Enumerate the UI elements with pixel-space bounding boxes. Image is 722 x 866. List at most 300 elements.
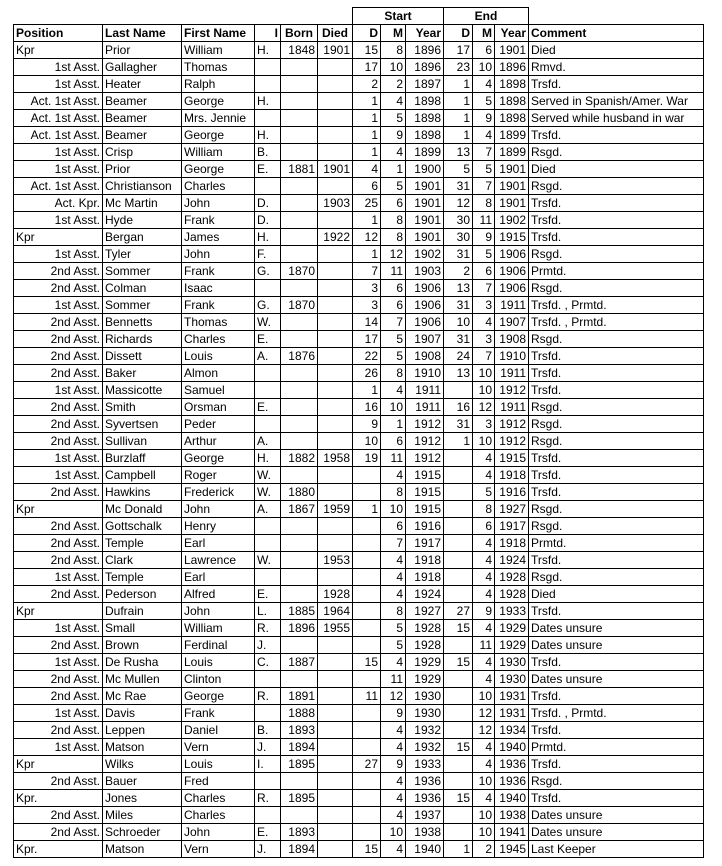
died-cell xyxy=(318,433,353,450)
start-day-cell xyxy=(353,807,381,824)
first-name-cell: Charles xyxy=(182,807,255,824)
position-cell: 1st Asst. xyxy=(14,654,103,671)
initial-cell: E. xyxy=(255,586,281,603)
died-cell xyxy=(318,212,353,229)
position-cell: 2nd Asst. xyxy=(14,331,103,348)
start-month-cell: 11 xyxy=(381,263,406,280)
position-cell: 2nd Asst. xyxy=(14,824,103,841)
start-day-cell: 1 xyxy=(353,501,381,518)
start-month-cell: 7 xyxy=(381,535,406,552)
start-day-cell xyxy=(353,484,381,501)
table-row xyxy=(14,654,704,671)
table-row xyxy=(14,807,704,824)
end-day-cell xyxy=(444,569,473,586)
start-month-cell: 5 xyxy=(381,178,406,195)
start-month-cell: 2 xyxy=(381,76,406,93)
died-cell xyxy=(318,705,353,722)
comment-cell: Rsgd. xyxy=(529,280,704,297)
position-cell: 1st Asst. xyxy=(14,212,103,229)
start-month-cell: 5 xyxy=(381,348,406,365)
end-month-cell: 4 xyxy=(473,535,495,552)
start-month-cell: 12 xyxy=(381,246,406,263)
start-month-cell: 5 xyxy=(381,620,406,637)
start-day-cell: 17 xyxy=(353,59,381,76)
end-day-cell xyxy=(444,535,473,552)
table-row xyxy=(14,59,704,76)
born-cell: 1888 xyxy=(281,705,318,722)
initial-cell: H. xyxy=(255,229,281,246)
start-month-cell: 4 xyxy=(381,382,406,399)
end-year-cell: 1915 xyxy=(495,450,529,467)
end-year-cell: 1902 xyxy=(495,212,529,229)
end-year-cell: 1940 xyxy=(495,790,529,807)
end-day-cell: 1 xyxy=(444,93,473,110)
first-name-cell: Thomas xyxy=(182,59,255,76)
end-year-cell: 1936 xyxy=(495,756,529,773)
col-initial-header: I xyxy=(255,25,281,42)
start-year-cell: 1910 xyxy=(406,365,444,382)
position-cell: 1st Asst. xyxy=(14,59,103,76)
last-name-cell: Colman xyxy=(103,280,182,297)
position-cell: 2nd Asst. xyxy=(14,263,103,280)
died-cell xyxy=(318,484,353,501)
born-cell: 1885 xyxy=(281,603,318,620)
start-month-cell: 9 xyxy=(381,705,406,722)
initial-cell: E. xyxy=(255,331,281,348)
end-day-cell xyxy=(444,450,473,467)
end-month-cell: 4 xyxy=(473,671,495,688)
initial-cell: H. xyxy=(255,127,281,144)
start-year-cell: 1901 xyxy=(406,195,444,212)
initial-cell: J. xyxy=(255,739,281,756)
table-row xyxy=(14,263,704,280)
died-cell: 1953 xyxy=(318,552,353,569)
table-row xyxy=(14,756,704,773)
first-name-cell: Roger xyxy=(182,467,255,484)
died-cell xyxy=(318,518,353,535)
keepers-table xyxy=(13,7,704,858)
died-cell xyxy=(318,688,353,705)
position-cell: 1st Asst. xyxy=(14,76,103,93)
end-day-cell: 27 xyxy=(444,603,473,620)
start-month-cell: 4 xyxy=(381,552,406,569)
last-name-cell: Campbell xyxy=(103,467,182,484)
start-day-cell xyxy=(353,722,381,739)
initial-cell xyxy=(255,569,281,586)
first-name-cell: Earl xyxy=(182,569,255,586)
end-month-cell: 10 xyxy=(473,824,495,841)
first-name-cell: William xyxy=(182,620,255,637)
first-name-cell: Frank xyxy=(182,297,255,314)
born-cell xyxy=(281,569,318,586)
comment-cell: Rmvd. xyxy=(529,59,704,76)
start-year-cell: 1929 xyxy=(406,671,444,688)
died-cell: 1959 xyxy=(318,501,353,518)
table-row xyxy=(14,518,704,535)
comment-cell: Trsfd. xyxy=(529,450,704,467)
initial-cell: L. xyxy=(255,603,281,620)
comment-cell: Prmtd. xyxy=(529,739,704,756)
start-year-cell: 1900 xyxy=(406,161,444,178)
last-name-cell: Heater xyxy=(103,76,182,93)
end-year-cell: 1910 xyxy=(495,348,529,365)
first-name-cell: Lawrence xyxy=(182,552,255,569)
position-cell: 1st Asst. xyxy=(14,620,103,637)
start-day-cell xyxy=(353,637,381,654)
first-name-cell: George xyxy=(182,127,255,144)
born-cell xyxy=(281,195,318,212)
died-cell xyxy=(318,246,353,263)
end-month-cell: 10 xyxy=(473,807,495,824)
end-month-cell: 5 xyxy=(473,484,495,501)
last-name-cell: Crisp xyxy=(103,144,182,161)
last-name-cell: Pederson xyxy=(103,586,182,603)
position-cell: Kpr xyxy=(14,603,103,620)
initial-cell xyxy=(255,365,281,382)
start-day-cell: 1 xyxy=(353,382,381,399)
position-cell: 2nd Asst. xyxy=(14,280,103,297)
start-year-cell: 1898 xyxy=(406,127,444,144)
last-name-cell: Prior xyxy=(103,161,182,178)
died-cell xyxy=(318,76,353,93)
start-year-cell: 1916 xyxy=(406,518,444,535)
end-year-cell: 1912 xyxy=(495,433,529,450)
position-cell: 2nd Asst. xyxy=(14,416,103,433)
born-cell xyxy=(281,229,318,246)
initial-cell: C. xyxy=(255,654,281,671)
position-cell: 2nd Asst. xyxy=(14,518,103,535)
col-end-year-header: Year xyxy=(495,25,529,42)
table-row xyxy=(14,824,704,841)
last-name-cell: Dissett xyxy=(103,348,182,365)
start-day-cell xyxy=(353,790,381,807)
initial-cell: W. xyxy=(255,484,281,501)
first-name-cell: Vern xyxy=(182,841,255,858)
born-cell: 1867 xyxy=(281,501,318,518)
last-name-cell: Baker xyxy=(103,365,182,382)
last-name-cell: Bergan xyxy=(103,229,182,246)
end-year-cell: 1906 xyxy=(495,246,529,263)
start-year-cell: 1896 xyxy=(406,59,444,76)
table-row xyxy=(14,841,704,858)
start-day-cell: 15 xyxy=(353,841,381,858)
died-cell xyxy=(318,773,353,790)
born-cell: 1893 xyxy=(281,824,318,841)
end-month-cell: 7 xyxy=(473,144,495,161)
born-cell xyxy=(281,76,318,93)
table-body xyxy=(14,42,704,858)
start-year-cell: 1901 xyxy=(406,212,444,229)
col-start-month-header: M xyxy=(381,25,406,42)
start-month-cell: 4 xyxy=(381,93,406,110)
first-name-cell: William xyxy=(182,144,255,161)
position-cell: Act. 1st Asst. xyxy=(14,178,103,195)
end-day-cell: 1 xyxy=(444,76,473,93)
end-year-cell: 1911 xyxy=(495,297,529,314)
start-day-cell: 4 xyxy=(353,161,381,178)
position-cell: 1st Asst. xyxy=(14,144,103,161)
end-year-cell: 1930 xyxy=(495,654,529,671)
position-cell: 2nd Asst. xyxy=(14,314,103,331)
end-month-cell: 4 xyxy=(473,552,495,569)
end-day-cell xyxy=(444,722,473,739)
born-cell xyxy=(281,212,318,229)
start-year-cell: 1928 xyxy=(406,637,444,654)
last-name-cell: Mc Rae xyxy=(103,688,182,705)
start-month-cell: 6 xyxy=(381,297,406,314)
start-month-cell: 8 xyxy=(381,212,406,229)
last-name-cell: Beamer xyxy=(103,127,182,144)
start-day-cell xyxy=(353,603,381,620)
last-name-cell: Davis xyxy=(103,705,182,722)
table-row xyxy=(14,416,704,433)
end-year-cell: 1918 xyxy=(495,467,529,484)
end-month-cell: 6 xyxy=(473,263,495,280)
start-year-cell: 1936 xyxy=(406,790,444,807)
position-cell: 2nd Asst. xyxy=(14,688,103,705)
initial-cell xyxy=(255,705,281,722)
end-year-cell: 1936 xyxy=(495,773,529,790)
end-year-cell: 1912 xyxy=(495,382,529,399)
start-day-cell xyxy=(353,620,381,637)
end-day-cell: 1 xyxy=(444,110,473,127)
first-name-cell: Henry xyxy=(182,518,255,535)
start-year-cell: 1897 xyxy=(406,76,444,93)
comment-cell: Rsgd. xyxy=(529,518,704,535)
start-year-cell: 1901 xyxy=(406,178,444,195)
last-name-cell: Wilks xyxy=(103,756,182,773)
start-month-cell: 10 xyxy=(381,399,406,416)
died-cell xyxy=(318,807,353,824)
last-name-cell: Beamer xyxy=(103,110,182,127)
start-month-cell: 8 xyxy=(381,484,406,501)
comment-cell: Rsgd. xyxy=(529,416,704,433)
position-cell: 1st Asst. xyxy=(14,382,103,399)
start-day-cell xyxy=(353,739,381,756)
comment-cell: Dates unsure xyxy=(529,671,704,688)
position-cell: 2nd Asst. xyxy=(14,552,103,569)
comment-cell: Dates unsure xyxy=(529,637,704,654)
comment-cell: Trsfd. xyxy=(529,722,704,739)
born-cell: 1882 xyxy=(281,450,318,467)
born-cell xyxy=(281,144,318,161)
initial-cell: I. xyxy=(255,756,281,773)
died-cell xyxy=(318,535,353,552)
start-year-cell: 1936 xyxy=(406,773,444,790)
died-cell xyxy=(318,671,353,688)
end-month-cell: 4 xyxy=(473,569,495,586)
first-name-cell: Fred xyxy=(182,773,255,790)
born-cell: 1893 xyxy=(281,722,318,739)
died-cell: 1955 xyxy=(318,620,353,637)
first-name-cell: John xyxy=(182,603,255,620)
born-cell xyxy=(281,382,318,399)
end-day-cell xyxy=(444,705,473,722)
last-name-cell: Smith xyxy=(103,399,182,416)
end-month-cell: 10 xyxy=(473,59,495,76)
table-row xyxy=(14,297,704,314)
position-cell: 1st Asst. xyxy=(14,246,103,263)
start-month-cell: 11 xyxy=(381,671,406,688)
start-month-cell: 6 xyxy=(381,518,406,535)
table-row xyxy=(14,467,704,484)
comment-cell: Trsfd. xyxy=(529,348,704,365)
start-month-cell: 4 xyxy=(381,569,406,586)
end-month-cell: 10 xyxy=(473,773,495,790)
end-year-cell: 1918 xyxy=(495,535,529,552)
died-cell xyxy=(318,178,353,195)
start-day-cell: 1 xyxy=(353,93,381,110)
last-name-cell: Syvertsen xyxy=(103,416,182,433)
table-row xyxy=(14,365,704,382)
table-row xyxy=(14,569,704,586)
initial-cell xyxy=(255,807,281,824)
position-cell: 1st Asst. xyxy=(14,297,103,314)
start-year-cell: 1902 xyxy=(406,246,444,263)
first-name-cell: Vern xyxy=(182,739,255,756)
table-row xyxy=(14,773,704,790)
first-name-cell: John xyxy=(182,246,255,263)
table-row xyxy=(14,144,704,161)
start-month-cell: 8 xyxy=(381,42,406,59)
table-row xyxy=(14,280,704,297)
start-day-cell: 15 xyxy=(353,42,381,59)
born-cell xyxy=(281,671,318,688)
initial-cell: A. xyxy=(255,433,281,450)
initial-cell: W. xyxy=(255,552,281,569)
start-year-cell: 1906 xyxy=(406,314,444,331)
table-row xyxy=(14,93,704,110)
end-month-cell: 4 xyxy=(473,790,495,807)
end-day-cell: 5 xyxy=(444,161,473,178)
start-year-cell: 1917 xyxy=(406,535,444,552)
start-year-cell: 1929 xyxy=(406,654,444,671)
start-day-cell: 2 xyxy=(353,76,381,93)
first-name-cell: Frank xyxy=(182,263,255,280)
end-day-cell: 31 xyxy=(444,416,473,433)
comment-cell: Trsfd. xyxy=(529,212,704,229)
last-name-cell: Gallagher xyxy=(103,59,182,76)
last-name-cell: Matson xyxy=(103,739,182,756)
end-month-cell: 12 xyxy=(473,705,495,722)
died-cell xyxy=(318,790,353,807)
start-month-cell: 7 xyxy=(381,314,406,331)
start-day-cell: 26 xyxy=(353,365,381,382)
end-year-cell: 1931 xyxy=(495,688,529,705)
last-name-cell: Leppen xyxy=(103,722,182,739)
start-month-cell: 5 xyxy=(381,110,406,127)
first-name-cell: Frederick xyxy=(182,484,255,501)
first-name-cell: Earl xyxy=(182,535,255,552)
born-cell xyxy=(281,552,318,569)
comment-cell: Trsfd. , Prmtd. xyxy=(529,314,704,331)
last-name-cell: Prior xyxy=(103,42,182,59)
end-day-cell xyxy=(444,501,473,518)
first-name-cell: Daniel xyxy=(182,722,255,739)
end-day-cell: 17 xyxy=(444,42,473,59)
end-month-cell: 9 xyxy=(473,110,495,127)
born-cell xyxy=(281,518,318,535)
table-row xyxy=(14,739,704,756)
last-name-cell: Christianson xyxy=(103,178,182,195)
table-row xyxy=(14,331,704,348)
start-month-cell: 8 xyxy=(381,603,406,620)
born-cell xyxy=(281,586,318,603)
born-cell xyxy=(281,807,318,824)
comment-cell: Rsgd. xyxy=(529,144,704,161)
born-cell xyxy=(281,331,318,348)
first-name-cell: Clinton xyxy=(182,671,255,688)
start-month-cell: 6 xyxy=(381,433,406,450)
initial-cell: B. xyxy=(255,722,281,739)
died-cell xyxy=(318,654,353,671)
comment-cell: Trsfd. xyxy=(529,790,704,807)
end-day-cell: 13 xyxy=(444,280,473,297)
start-year-cell: 1938 xyxy=(406,824,444,841)
start-year-cell: 1930 xyxy=(406,705,444,722)
start-day-cell xyxy=(353,467,381,484)
last-name-cell: Sommer xyxy=(103,297,182,314)
first-name-cell: Charles xyxy=(182,331,255,348)
position-cell: Act. 1st Asst. xyxy=(14,127,103,144)
start-day-cell xyxy=(353,552,381,569)
first-name-cell: Peder xyxy=(182,416,255,433)
first-name-cell: George xyxy=(182,161,255,178)
position-cell: 1st Asst. xyxy=(14,739,103,756)
start-year-cell: 1906 xyxy=(406,297,444,314)
table-row xyxy=(14,348,704,365)
comment-cell: Prmtd. xyxy=(529,263,704,280)
col-start-day-header: D xyxy=(353,25,381,42)
end-day-cell: 15 xyxy=(444,620,473,637)
position-cell: Act. 1st Asst. xyxy=(14,93,103,110)
position-cell: 1st Asst. xyxy=(14,569,103,586)
born-cell: 1876 xyxy=(281,348,318,365)
first-name-cell: Almon xyxy=(182,365,255,382)
end-day-cell: 12 xyxy=(444,195,473,212)
col-first-name-header: First Name xyxy=(182,25,255,42)
initial-cell: W. xyxy=(255,314,281,331)
end-month-cell: 4 xyxy=(473,756,495,773)
died-cell xyxy=(318,365,353,382)
start-year-cell: 1899 xyxy=(406,144,444,161)
end-day-cell xyxy=(444,688,473,705)
comment-cell: Died xyxy=(529,161,704,178)
col-born-header: Born xyxy=(281,25,318,42)
start-month-cell: 9 xyxy=(381,127,406,144)
table-row xyxy=(14,161,704,178)
start-day-cell: 1 xyxy=(353,144,381,161)
table-row xyxy=(14,790,704,807)
table-row xyxy=(14,603,704,620)
end-month-cell: 4 xyxy=(473,314,495,331)
start-month-cell: 11 xyxy=(381,450,406,467)
comment-cell: Trsfd. xyxy=(529,195,704,212)
start-day-cell xyxy=(353,824,381,841)
initial-cell: R. xyxy=(255,688,281,705)
end-day-cell: 23 xyxy=(444,59,473,76)
end-month-cell: 6 xyxy=(473,42,495,59)
end-month-cell: 4 xyxy=(473,654,495,671)
start-month-cell: 4 xyxy=(381,467,406,484)
start-month-cell: 5 xyxy=(381,331,406,348)
last-name-cell: Massicotte xyxy=(103,382,182,399)
start-year-cell: 1932 xyxy=(406,739,444,756)
comment-cell: Died xyxy=(529,42,704,59)
end-day-cell xyxy=(444,671,473,688)
end-month-cell: 4 xyxy=(473,127,495,144)
last-name-cell: Sommer xyxy=(103,263,182,280)
